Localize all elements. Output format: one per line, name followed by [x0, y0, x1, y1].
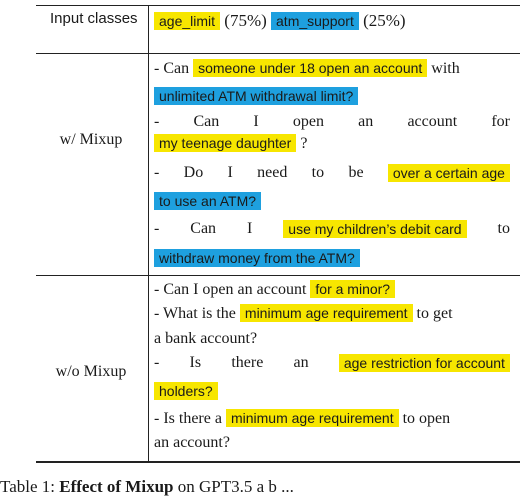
word: -	[154, 220, 160, 237]
word: need	[257, 164, 288, 181]
highlight-age-limit: my teenage daughter	[154, 134, 296, 152]
nomix-label: w/o Mixup	[55, 363, 127, 380]
text: - Can I open an account	[154, 281, 307, 298]
nomix-line-1	[154, 281, 510, 299]
nomix-line-5	[154, 383, 510, 401]
class-age-limit-pct: (75%)	[224, 11, 267, 30]
highlight-atm-support: unlimited ATM withdrawal limit?	[154, 87, 358, 105]
nomix-line-7	[154, 434, 510, 452]
class-atm-support: atm_support	[271, 12, 359, 30]
word: an	[293, 354, 309, 371]
mixup-label: w/ Mixup	[59, 131, 123, 148]
text: an account?	[154, 434, 230, 451]
text: - Can	[154, 60, 190, 77]
highlight-age-limit: minimum age requirement	[226, 409, 399, 427]
word: account	[407, 113, 458, 130]
text: - Is there a	[154, 410, 222, 427]
text: a bank account?	[154, 330, 258, 347]
input-classes-row	[154, 11, 510, 31]
caption-bold: Effect of Mixup	[59, 477, 174, 496]
highlight-atm-support: withdraw money from the ATM?	[154, 249, 360, 267]
bottom-rule	[36, 461, 520, 463]
class-age-limit: age_limit	[154, 12, 220, 30]
caption-prefix: Table 1:	[0, 477, 55, 496]
word: there	[231, 354, 264, 371]
highlight-age-limit: use my children’s debit card	[283, 220, 466, 238]
word: an	[358, 113, 374, 130]
word: -	[154, 113, 160, 130]
word: be	[348, 164, 364, 181]
highlight-age-limit: someone under 18 open an account	[193, 59, 427, 77]
mixup-line-1	[154, 60, 510, 78]
nomix-line-2	[154, 305, 510, 323]
column-divider	[148, 5, 149, 461]
word: for	[491, 113, 510, 130]
word: Is	[189, 354, 202, 371]
class-atm-support-pct: (25%)	[363, 11, 406, 30]
word: Can	[190, 220, 217, 237]
mixup-line-3	[154, 113, 510, 131]
text: to	[497, 220, 510, 237]
text: to open	[402, 410, 451, 427]
text: with	[431, 60, 460, 77]
highlight-age-limit: age restriction for account	[339, 354, 510, 372]
nomix-line-6	[154, 410, 510, 428]
mixup-line-6	[154, 193, 510, 211]
word: I	[227, 164, 233, 181]
header-rule	[36, 53, 520, 54]
top-rule	[36, 5, 520, 6]
text: to get	[416, 305, 453, 322]
nomix-line-3	[154, 330, 510, 348]
mixup-line-4	[154, 135, 510, 153]
word: to	[311, 164, 325, 181]
word: open	[292, 113, 325, 130]
highlight-age-limit: holders?	[154, 382, 218, 400]
table-caption	[0, 477, 294, 497]
mid-rule	[36, 275, 520, 276]
word: Can	[193, 113, 220, 130]
mixup-line-7	[154, 220, 510, 238]
highlight-age-limit: for a minor?	[310, 280, 395, 298]
mixup-line-8	[154, 250, 510, 268]
text: ?	[300, 135, 308, 152]
highlight-age-limit: minimum age requirement	[240, 304, 413, 322]
nomix-line-4	[154, 354, 510, 372]
text: - What is the	[154, 305, 236, 322]
mixup-line-2	[154, 88, 510, 106]
caption-rest: on GPT3.5 a b ...	[177, 477, 294, 496]
word: I	[253, 113, 259, 130]
highlight-age-limit: over a certain age	[388, 164, 510, 182]
word: -	[154, 354, 160, 371]
word: Do	[183, 164, 204, 181]
word: I	[247, 220, 253, 237]
input-classes-label: Input classes	[50, 10, 138, 27]
highlight-atm-support: to use an ATM?	[154, 192, 261, 210]
word: -	[154, 164, 160, 181]
mixup-line-5	[154, 164, 510, 182]
